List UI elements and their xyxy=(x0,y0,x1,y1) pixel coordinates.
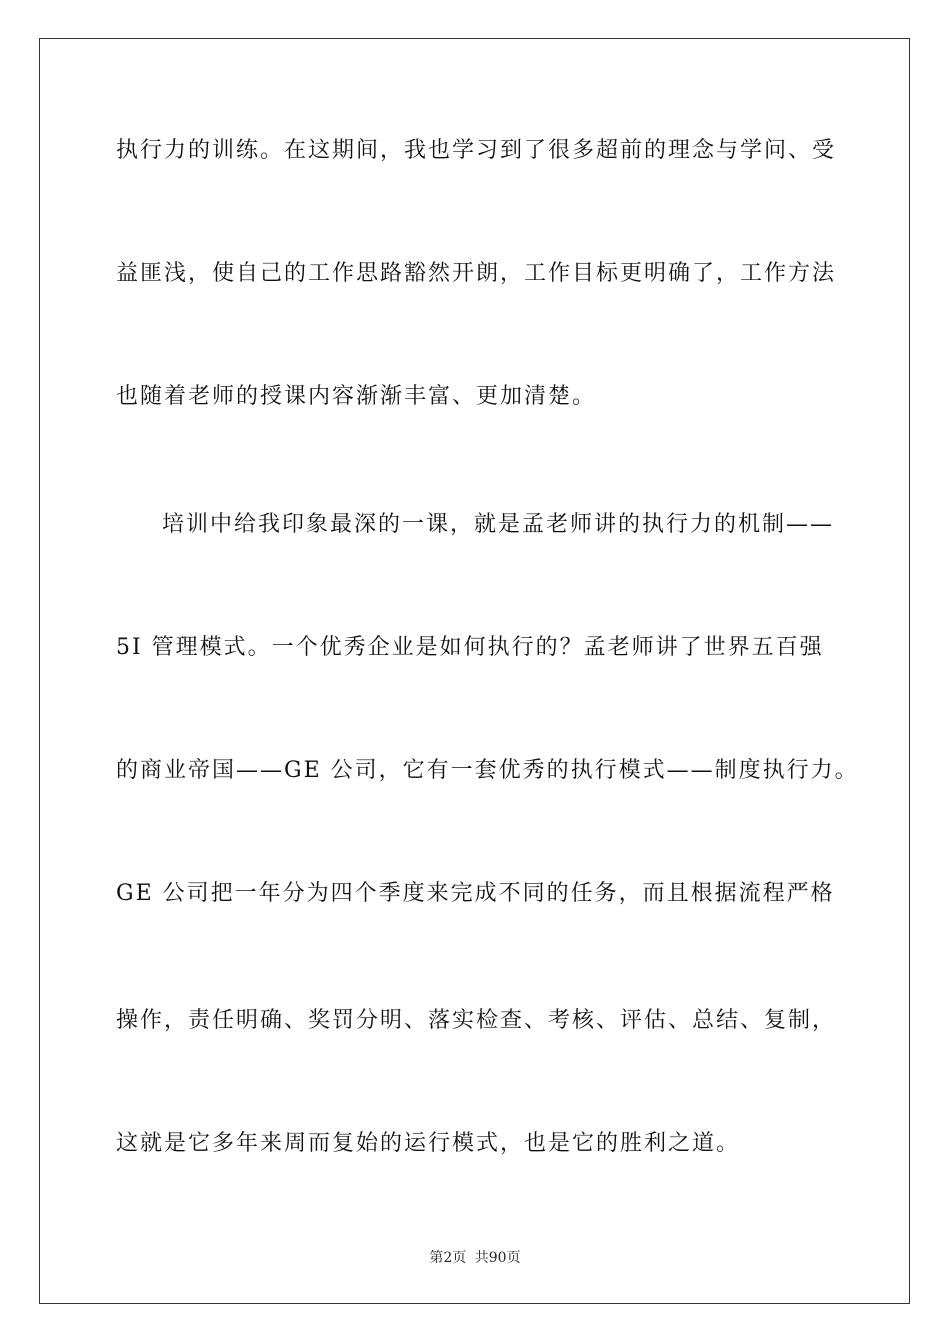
paragraph-2-first-line: 培训中给我印象最深的一课，就是孟老师讲的执行力的机制—— xyxy=(162,512,835,537)
page-footer xyxy=(0,1247,950,1267)
body-line-1: 执行力的训练。在这期间，我也学习到了很多超前的理念与学问、受 xyxy=(116,138,837,163)
body-line-8: 操作，责任明确、奖罚分明、落实检查、考核、评估、总结、复制， xyxy=(116,1008,837,1033)
body-line-7: GE 公司把一年分为四个季度来完成不同的任务，而且根据流程严格 xyxy=(116,881,835,906)
page-border xyxy=(39,38,910,1304)
body-line-5: 5I 管理模式。一个优秀企业是如何执行的？孟老师讲了世界五百强 xyxy=(116,635,824,660)
page-number: 第2页 xyxy=(429,1250,467,1266)
body-line-2: 益匪浅，使自己的工作思路豁然开朗，工作目标更明确了，工作方法 xyxy=(116,261,837,286)
body-line-9: 这就是它多年来周而复始的运行模式，也是它的胜利之道。 xyxy=(116,1131,741,1156)
body-line-3: 也随着老师的授课内容渐渐丰富、更加清楚。 xyxy=(116,384,597,409)
body-line-6: 的商业帝国——GE 公司，它有一套优秀的执行模式——制度执行力。 xyxy=(116,758,859,783)
page-total: 共90页 xyxy=(474,1250,521,1266)
